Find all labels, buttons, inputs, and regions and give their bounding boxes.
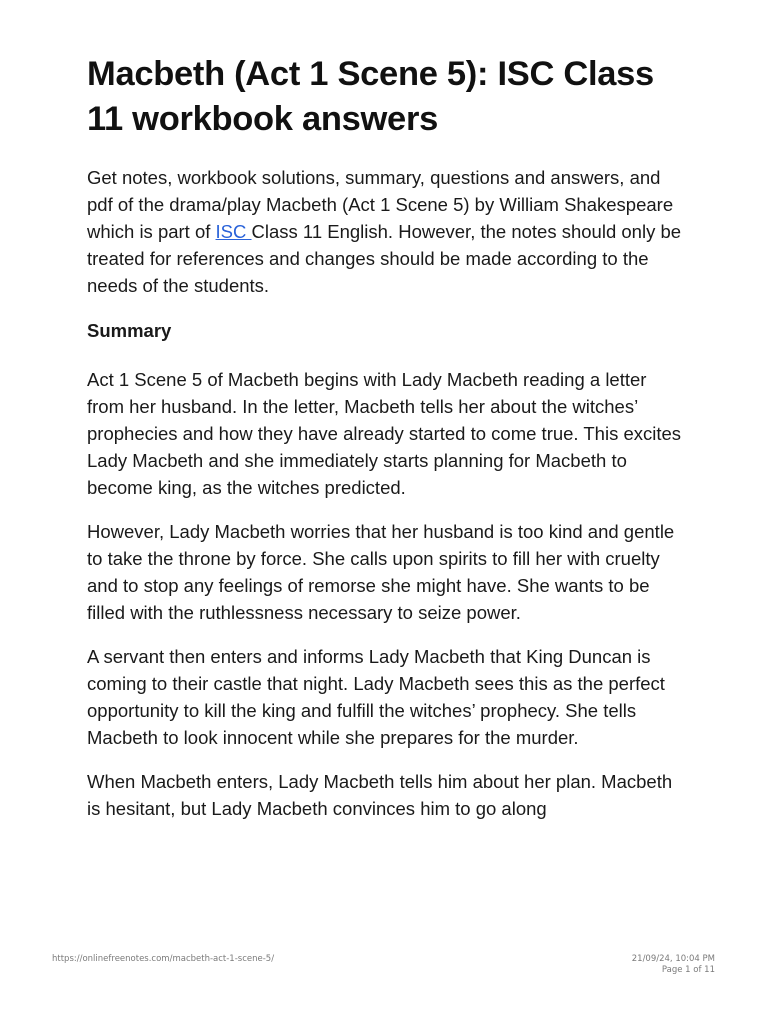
intro-text-before-link: Get notes, workbook solutions, summary, questions and answers, and pdf of the drama/play Macbeth (Act 1 Scene 5) by William Shakespeare which is part of bbox=[87, 167, 674, 242]
summary-paragraph-4: When Macbeth enters, Lady Macbeth tells him about her plan. Macbeth is hesitant, but Lady Macbeth convinces him to go along bbox=[87, 771, 673, 819]
page-title: Macbeth (Act 1 Scene 5): ISC Class 11 workbook answers bbox=[87, 55, 654, 138]
summary-paragraph-1: Act 1 Scene 5 of Macbeth begins with Lady Macbeth reading a letter from her husband. In the letter, Macbeth tells her about the witches’ prophecies and how they have already started to come true. This excites Lady Macbeth and she immediately starts planning for Macbeth to become king, as the witches predicted. bbox=[87, 369, 682, 498]
summary-heading: Summary bbox=[87, 320, 172, 341]
summary-paragraph-3: A servant then enters and informs Lady Macbeth that King Duncan is coming to their castle that night. Lady Macbeth sees this as the perfect opportunity to kill the king and fulfill the witches’ prophecy. She tells Macbeth to look innocent while she prepares for the murder. bbox=[87, 646, 665, 748]
footer-meta bbox=[632, 954, 715, 976]
footer-url: https://onlinefreenotes.com/macbeth-act-1-scene-5/ bbox=[52, 954, 275, 964]
intro-paragraph bbox=[87, 164, 687, 299]
summary-paragraph-2: However, Lady Macbeth worries that her husband is too kind and gentle to take the throne by force. She calls upon spirits to fill her with cruelty and to stop any feelings of remorse she might have. She wants to be filled with the ruthlessness necessary to seize power. bbox=[87, 521, 675, 623]
footer-datetime: 21/09/24, 10:04 PM bbox=[631, 954, 715, 964]
article bbox=[87, 52, 687, 822]
intro-text-after-link: Class 11 English. However, the notes should only be treated for references and changes should be made according to the needs of the students. bbox=[87, 221, 682, 296]
isc-link[interactable]: ISC bbox=[215, 221, 252, 242]
footer-page-number: Page 1 of 11 bbox=[661, 965, 715, 975]
